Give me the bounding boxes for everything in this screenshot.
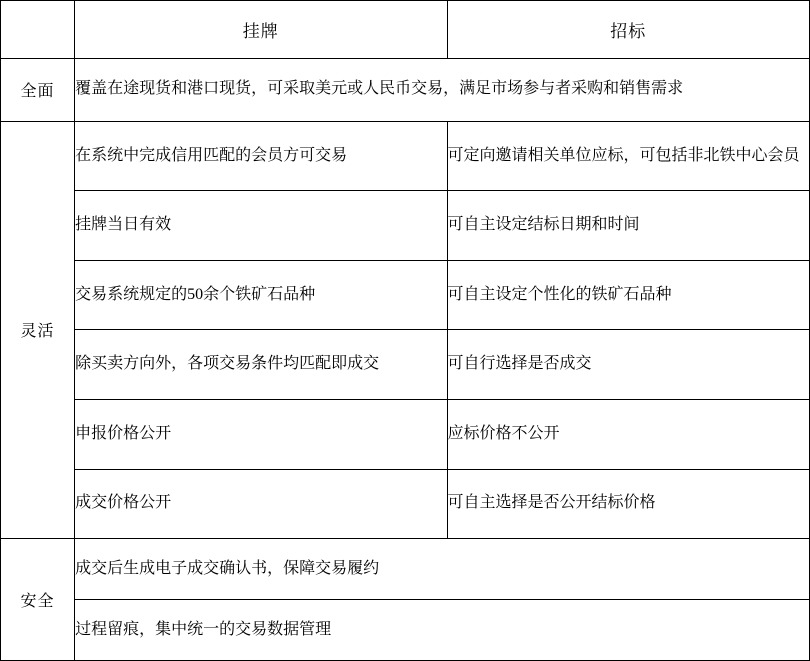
table-row <box>1 330 810 400</box>
cell-flexible-6-tender: 可自主选择是否公开结标价格 <box>447 469 809 539</box>
table-row <box>1 260 810 330</box>
cell-flexible-2-tender: 可自主设定结标日期和时间 <box>447 191 809 261</box>
header-cell-tender: 招标 <box>447 1 809 59</box>
header-cell-listing: 挂牌 <box>75 1 447 59</box>
cell-flexible-4-listing: 除买卖方向外，各项交易条件均匹配即成交 <box>75 330 447 400</box>
cell-flexible-2-listing: 挂牌当日有效 <box>75 191 447 261</box>
table-row <box>1 600 810 661</box>
table-row <box>1 121 810 191</box>
category-cell-secure: 安全 <box>1 539 75 661</box>
header-cell-category <box>1 1 75 59</box>
cell-flexible-3-listing: 交易系统规定的50余个铁矿石品种 <box>75 260 447 330</box>
table-row <box>1 469 810 539</box>
table-row <box>1 191 810 261</box>
cell-flexible-1-listing: 在系统中完成信用匹配的会员方可交易 <box>75 121 447 191</box>
cell-flexible-5-tender: 应标价格不公开 <box>447 400 809 470</box>
category-cell-comprehensive: 全面 <box>1 58 75 121</box>
cell-flexible-3-tender: 可自主设定个性化的铁矿石品种 <box>447 260 809 330</box>
cell-comprehensive-desc: 覆盖在途现货和港口现货，可采取美元或人民币交易，满足市场参与者采购和销售需求 <box>75 58 810 121</box>
category-cell-flexible: 灵活 <box>1 121 75 538</box>
cell-flexible-1-tender: 可定向邀请相关单位应标，可包括非北铁中心会员 <box>447 121 809 191</box>
table-header-row <box>1 1 810 59</box>
cell-flexible-6-listing: 成交价格公开 <box>75 469 447 539</box>
cell-secure-1: 成交后生成电子成交确认书，保障交易履约 <box>75 539 810 600</box>
cell-flexible-4-tender: 可自行选择是否成交 <box>447 330 809 400</box>
table-row <box>1 400 810 470</box>
cell-flexible-5-listing: 申报价格公开 <box>75 400 447 470</box>
cell-secure-2: 过程留痕，集中统一的交易数据管理 <box>75 600 810 661</box>
table-row <box>1 58 810 121</box>
table-row <box>1 539 810 600</box>
